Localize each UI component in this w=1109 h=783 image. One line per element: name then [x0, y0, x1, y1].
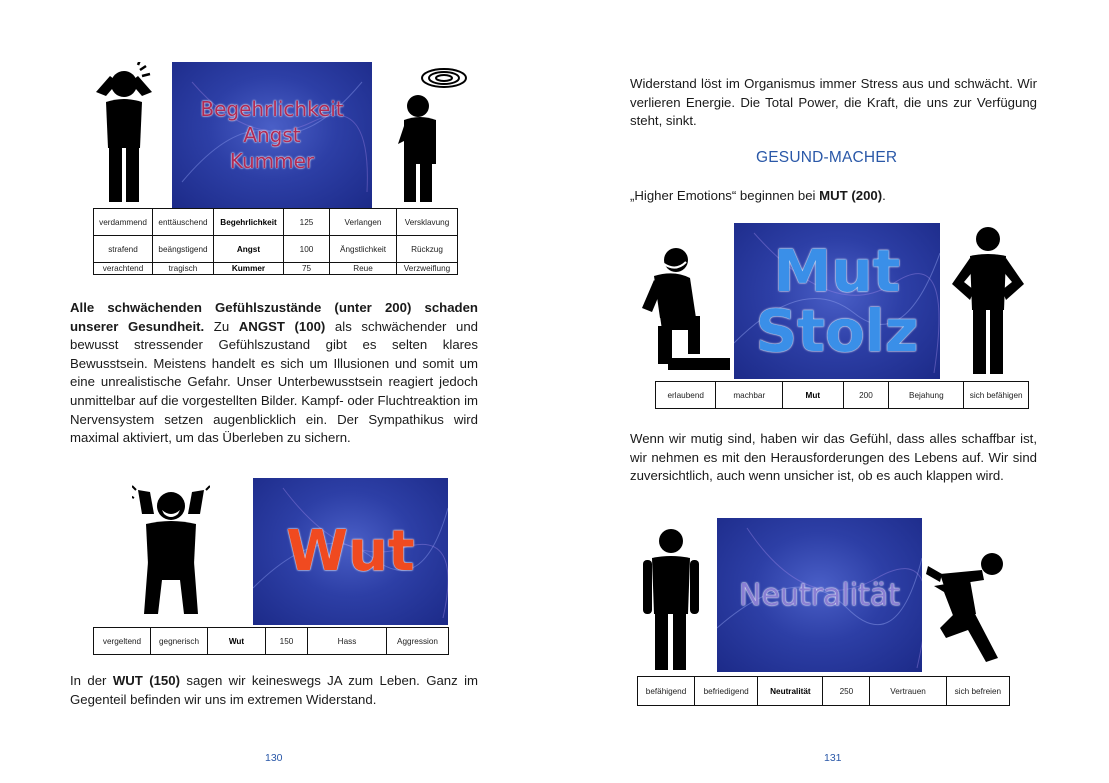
section-heading: GESUND-MACHER — [756, 149, 898, 166]
table-cell: 100 — [284, 236, 330, 263]
table-cell: befähigend — [638, 677, 695, 706]
table-row — [638, 677, 1010, 706]
table-row — [94, 628, 449, 655]
table-cell: Neutralität — [758, 677, 823, 706]
table-cell: Reue — [330, 263, 397, 275]
emotion-table-3 — [655, 381, 1029, 409]
body-paragraph — [70, 672, 478, 709]
body-paragraph — [70, 299, 478, 448]
table-cell: Angst — [214, 236, 284, 263]
text-span: „Higher Emotions“ beginnen bei — [630, 188, 820, 203]
panel-word: Angst — [243, 123, 301, 147]
table-cell: Begehrlichkeit — [214, 209, 284, 236]
emotion-table-1 — [93, 208, 458, 275]
table-cell: Mut — [783, 382, 843, 409]
emotion-panel-neutralitaet — [717, 518, 922, 672]
standing-figure-icon-2 — [640, 528, 702, 672]
table-cell: sich befähigen — [964, 382, 1029, 409]
page-number: 130 — [265, 752, 283, 764]
table-cell: 75 — [284, 263, 330, 275]
bold-text: ANGST (100) — [238, 318, 326, 334]
table-cell: gegnerisch — [151, 628, 208, 655]
table-cell: enttäuschend — [153, 209, 214, 236]
panel-word: Neutralität — [739, 577, 900, 613]
table-row — [94, 236, 458, 263]
left-page — [0, 0, 554, 783]
table-cell: erlaubend — [656, 382, 716, 409]
right-page — [554, 0, 1109, 783]
table-cell: tragisch — [153, 263, 214, 275]
text-span: In der — [70, 673, 113, 688]
page-number: 131 — [824, 752, 842, 764]
table-cell: Verzweiflung — [397, 263, 458, 275]
text-span: . — [882, 188, 886, 203]
table-cell: Bejahung — [889, 382, 964, 409]
emotion-table-2 — [93, 627, 449, 655]
bold-text: WUT (150) — [112, 673, 180, 688]
table-cell: Verlangen — [330, 209, 397, 236]
table-cell: Kummer — [214, 263, 284, 275]
standing-figure-icon — [948, 226, 1028, 376]
table-cell: 200 — [843, 382, 889, 409]
table-cell: Vertrauen — [870, 677, 946, 706]
table-row — [94, 263, 458, 275]
table-cell: Wut — [208, 628, 266, 655]
panel-word: Kummer — [229, 149, 315, 173]
table-cell: Ängstlichkeit — [330, 236, 397, 263]
emotion-panel-wut — [253, 478, 448, 625]
body-paragraph: Widerstand löst im Organismus immer Stress aus und schwächt. Wir verlieren Energie. Die Total Power, die Kraft, die uns zur Verfügung steht, sinkt. — [630, 76, 1037, 129]
table-row — [656, 382, 1029, 409]
emotion-table-4 — [637, 676, 1010, 706]
body-paragraph — [630, 187, 1037, 206]
text-span: sagen wir keineswegs JA zum Leben. Ganz im Gegenteil befinden wir uns im extremen Widerstand. — [70, 673, 478, 707]
body-paragraph: Wenn wir mutig sind, haben wir das Gefühl, dass alles schaffbar ist, wir nehmen es mit den Herausforderungen des Lebens auf. Wir sind zuversichtlich, auch wenn unsicher ist, ob es auch klappen wird. — [630, 431, 1037, 484]
panel-word: Mut — [773, 237, 901, 305]
text-span: Zu — [204, 318, 239, 334]
bold-text: Alle schwächenden Gefühlszustände (unter 200) schaden unserer Gesundheit. — [70, 300, 478, 334]
table-cell: machbar — [716, 382, 783, 409]
table-cell: 125 — [284, 209, 330, 236]
table-cell: strafend — [94, 236, 153, 263]
confused-figure-icon — [392, 64, 472, 204]
table-cell: vergeltend — [94, 628, 151, 655]
panel-word: Wut — [286, 519, 415, 584]
emotion-panel-mut — [734, 223, 940, 379]
table-cell: Hass — [308, 628, 387, 655]
table-cell: verachtend — [94, 263, 153, 275]
table-cell: verdammend — [94, 209, 153, 236]
leaping-figure-icon — [926, 552, 1010, 664]
table-cell: Aggression — [387, 628, 449, 655]
emotion-panel-begehrlichkeit — [172, 62, 372, 208]
panel-word: Begehrlichkeit — [200, 97, 344, 121]
table-cell: befriedigend — [695, 677, 758, 706]
table-row — [94, 209, 458, 236]
table-cell: Versklavung — [397, 209, 458, 236]
table-cell: 150 — [266, 628, 308, 655]
table-cell: sich befreien — [946, 677, 1009, 706]
bold-text: MUT (200) — [819, 188, 883, 203]
table-cell: 250 — [823, 677, 870, 706]
table-cell: Rückzug — [397, 236, 458, 263]
angry-figure-icon — [132, 484, 210, 616]
table-cell: beängstigend — [153, 236, 214, 263]
crying-figure-icon — [88, 62, 158, 204]
kneeling-figure-icon — [640, 246, 732, 374]
panel-word: Stolz — [755, 297, 919, 365]
text-span: als schwächender und bewusst stressender Gefühlszustand gibt es selten klares Bewusstsein. Meistens handelt es sich um Illusionen und somit um eine unrealistische Gefahr. Unser Unterbewusstsein reagiert jedoch unmittelbar auf die vorgestellten Bilder. Kampf- oder Fluchtreaktion im Nervensystem setzen augenblicklich ein. Der Sympathikus wird maximal aktiviert, um das Überleben zu sichern. — [70, 318, 479, 446]
